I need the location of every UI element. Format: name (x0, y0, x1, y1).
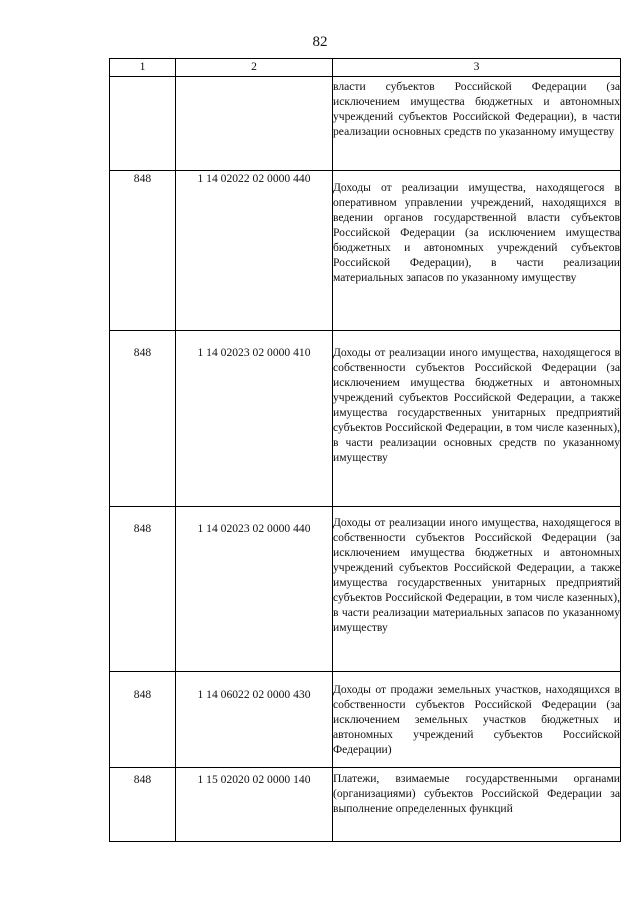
table-row (110, 768, 621, 842)
revenue-codes-table (109, 58, 621, 842)
page-number: 82 (312, 34, 328, 50)
revenue-code-cell: 1 14 02023 02 0000 410 (176, 331, 333, 507)
revenue-code-cell: 1 15 02020 02 0000 140 (176, 768, 333, 842)
admin-code-cell (110, 77, 176, 171)
description-cell (333, 672, 621, 768)
column-header-3: 3 (333, 59, 621, 77)
table-row (110, 672, 621, 768)
description-cell (333, 768, 621, 842)
table-row (110, 331, 621, 507)
table-header-row (110, 59, 621, 77)
description-text: власти субъектов Российской Федерации (за исключением имущества бюджетных и автономных учреждений субъектов Российской Федерации), в части реализации основных средств по указанному имуществу (333, 80, 620, 138)
admin-code-cell: 848 (110, 507, 176, 672)
description-text: Доходы от реализации иного имущества, находящегося в собственности субъектов Российской Федерации (за исключением имущества бюджетных и автономных учреждений субъектов Российской Федерации, а также имущества государственных унитарных предприятий субъектов Российской Федерации, в том числе казенных), в части реализации основных средств по указанному имуществу (333, 346, 620, 464)
table-row (110, 77, 621, 171)
table-row (110, 507, 621, 672)
description-text: Доходы от реализации иного имущества, находящегося в собственности субъектов Российской Федерации (за исключением имущества бюджетных и автономных учреждений субъектов Российской Федерации, а также имущества государственных унитарных предприятий субъектов Российской Федерации, в том числе казенных), в части реализации материальных запасов по указанному имуществу (333, 516, 620, 634)
table-row (110, 171, 621, 331)
column-header-1: 1 (110, 59, 176, 77)
description-cell (333, 171, 621, 331)
description-cell (333, 77, 621, 171)
admin-code-cell: 848 (110, 672, 176, 768)
admin-code-cell: 848 (110, 171, 176, 331)
description-text: Доходы от продажи земельных участков, находящихся в собственности субъектов Российской Федерации (за исключением земельных участков бюджетных и автономных учреждений субъектов Российской Федерации) (333, 683, 620, 756)
revenue-code-cell: 1 14 02022 02 0000 440 (176, 171, 333, 331)
revenue-code-cell: 1 14 06022 02 0000 430 (176, 672, 333, 768)
description-cell (333, 507, 621, 672)
column-header-2: 2 (176, 59, 333, 77)
description-text: Платежи, взимаемые государственными органами (организациями) субъектов Российской Федерации за выполнение определенных функций (333, 772, 620, 815)
description-cell (333, 331, 621, 507)
admin-code-cell: 848 (110, 768, 176, 842)
revenue-code-cell (176, 77, 333, 171)
description-text: Доходы от реализации имущества, находящегося в оперативном управлении учреждений, находящихся в ведении органов государственной власти субъектов Российской Федерации (за исключением имущества бюджетных и автономных учреждений субъектов Российской Федерации), в части реализации материальных запасов по указанному имуществу (333, 181, 620, 284)
revenue-code-cell: 1 14 02023 02 0000 440 (176, 507, 333, 672)
admin-code-cell: 848 (110, 331, 176, 507)
